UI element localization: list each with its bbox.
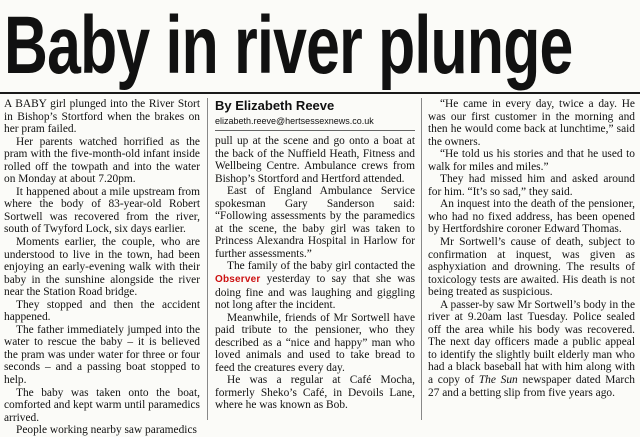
byline-prefix: By — [215, 98, 232, 113]
column-divider — [207, 98, 208, 420]
paragraph: Meanwhile, friends of Mr Sortwell have paid tribute to the pensioner, who they described as a “nice and happy” man who loved animals and used to take bread to feed the creatures every day. — [215, 311, 415, 374]
article-column-3 — [428, 98, 635, 399]
paragraph: The baby was taken onto the boat, comforted and kept warm until paramedics arrived. — [4, 386, 200, 424]
paragraph: Moments earlier, the couple, who are understood to live in the town, had been enjoying an early-evening walk with their baby in the sunshine alongside the river near the Station Road bridge. — [4, 236, 200, 299]
text-run: yesterday to say that she was doing fine and was laughing and giggling not long after the incident. — [215, 273, 415, 312]
paragraph — [215, 260, 415, 311]
paragraph: “He told us his stories and that he used to walk for miles and miles.” — [428, 148, 635, 173]
paragraph: They stopped and then the accident happened. — [4, 298, 200, 324]
text-run: A passer-by saw Mr Sortwell’s body in the river at 9.20am last Tuesday. Police sealed off the area while his body was recovered. The next day officers made a public appeal to identify the slightly built elderly man who had a black baseball hat with him along with a copy of — [428, 298, 635, 387]
newspaper-title: The Sun — [478, 374, 518, 387]
paragraph: People working nearby saw paramedics — [16, 424, 197, 437]
paragraph: East of England Ambulance Service spokesman Gary Sanderson said: “Following assessments by the paramedics at the scene, the baby girl was taken to Princess Alexandra Hospital in Harlow for further assessments.” — [215, 185, 415, 260]
paragraph: The father immediately jumped into the water to rescue the baby – it is believed the pram was under water for three or four seconds – and a passing boat stopped to help. — [4, 323, 200, 387]
byline-author: Elizabeth Reeve — [235, 98, 335, 113]
paragraph: An inquest into the death of the pensioner, who had no fixed address, has been opened by Hertfordshire coroner Edward Thomas. — [428, 198, 635, 236]
article-column-1 — [4, 98, 200, 437]
observer-brand: Observer — [215, 274, 261, 286]
column-divider — [421, 98, 422, 420]
headline: Baby in river plunge — [4, 0, 573, 91]
paragraph: He was a regular at Café Mocha, formerly Sheko’s Café, in Devoils Lane, where he was known as Bob. — [215, 374, 415, 412]
paragraph — [428, 299, 635, 399]
paragraph: It happened about a mile upstream from where the body of 83-year-old Robert Sortwell was recovered from the river, south of Twyford Lock, six days earlier. — [4, 185, 200, 236]
paragraph: They had missed him and asked around for him. “It’s so sad,” they said. — [428, 173, 635, 198]
paragraph: pull up at the scene and go onto a boat at the back of the Nuffield Heath, Fitness and Wellbeing Centre. Ambulance crews from Bishop’s Stortford and Hertford attended. — [215, 135, 415, 185]
author-email[interactable]: elizabeth.reeve@hertsessexnews.co.uk — [215, 115, 415, 131]
article-column-2 — [215, 98, 415, 412]
text-run: newspaper dated March 27 and a betting slip from five years ago. — [428, 374, 635, 399]
headline-rule — [0, 92, 640, 94]
paragraph: Mr Sortwell’s cause of death, subject to confirmation at inquest, was given as asphyxiation and drowning. The results of toxicology tests are awaited. His death is not being treated as suspicious. — [428, 236, 635, 299]
text-run: The family of the baby girl contacted the — [227, 260, 415, 273]
paragraph: “He came in every day, twice a day. He was our first customer in the morning and then he would come back at lunchtime,” said the owners. — [428, 98, 635, 148]
paragraph: Her parents watched horrified as the pram with the five-month-old infant inside rolled off the towpath and into the water on Monday at about 7.20pm. — [4, 135, 200, 186]
byline — [215, 98, 415, 113]
paragraph: A BABY girl plunged into the River Stort in Bishop’s Stortford when the brakes on her pram failed. — [4, 98, 200, 136]
